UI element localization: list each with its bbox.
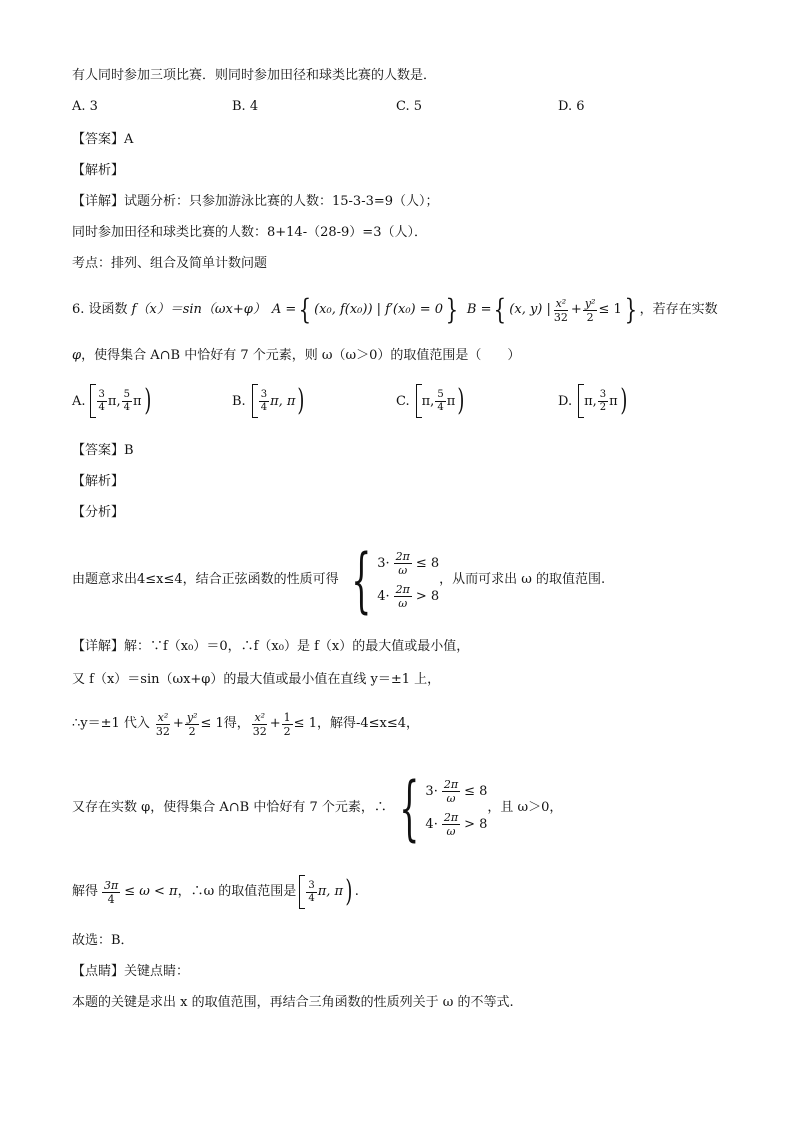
system-brace-icon: { <box>399 767 420 849</box>
q6-option-b: B. $\frac{3}{4}$ π, π ) <box>232 383 305 418</box>
inequality-system: { 3· $\frac{2\pi}{\omega}$ ≤ 8 4· $\frac{2\pi}{\omega}$ > 8 <box>350 539 440 621</box>
fraction-y2-2: $\frac{\text{y²}}{2}$ <box>584 296 596 324</box>
inequality-system-2: { 3· $\frac{2\pi}{\omega}$ ≤ 8 4· $\frac{2\pi}{\omega}$ > 8 <box>399 767 488 849</box>
detail-line-5: 解得 $\frac{3\pi}{4}$ ≤ ω < π ，∴ω 的取值范围是 $\frac{3}{4}$ π, π ) . <box>72 874 359 909</box>
left-brace-icon: { <box>494 293 507 326</box>
set-b-prefix: (x, y) | <box>509 302 551 317</box>
q5-option-a: A. 3 <box>72 99 98 114</box>
detail-line-1: 【详解】解：∵f（x₀）＝0，∴f（x₀）是 f（x）的最大值或最小值， <box>72 639 470 654</box>
q5-topic: 考点：排列、组合及简单计数问题 <box>72 256 268 271</box>
right-paren-icon: ) <box>345 874 353 909</box>
q6-option-a: A. $\frac{3}{4}$ π, $\frac{5}{4}$ π ) <box>72 383 151 418</box>
set-a-name: A = <box>271 302 297 317</box>
right-brace-icon: } <box>445 293 459 326</box>
detail-line-2: 又 f（x）＝sin（ωx+φ）的最大值或最小值在直线 y＝±1 上， <box>72 672 441 687</box>
q5-option-d: D. 6 <box>558 99 585 114</box>
left-bracket-icon <box>90 384 96 418</box>
q6-prefix: 6. 设函数 <box>72 302 128 317</box>
question-6-stem: 6. 设函数 f（x）＝sin（ωx+φ） A = { (x₀, f(x₀)) | f′(x₀) = 0 } B = { (x, y) | $\frac{\text{x²}}{32}$ + $\frac{\text{y²}}{2}$ ≤ 1 } ，若存在实数 <box>72 293 718 326</box>
set-b-name: B = <box>466 302 492 317</box>
q6-analysis-heading: 【解析】 <box>72 474 125 489</box>
q6-function-def: f（x）＝sin（ωx+φ） <box>131 302 266 317</box>
q6-option-c: C. π, $\frac{5}{4}$ π ) <box>396 383 465 418</box>
fenxi-line: 由题意求出4≤x≤4，结合正弦函数的性质可得 { 3· $\frac{2\pi}{\omega}$ ≤ 8 4· $\frac{2\pi}{\omega}$ > 8 ，从而可求出 ω 的取值范围. <box>72 539 606 621</box>
q6-after: ，若存在实数 <box>639 302 718 317</box>
question-5-tail: 有人同时参加三项比赛．则同时参加田径和球类比赛的人数是． <box>72 68 437 83</box>
q6-fenxi-heading: 【分析】 <box>72 505 125 520</box>
dianjing-heading: 【点睛】关键点睛： <box>72 964 190 979</box>
dianjing-text: 本题的关键是求出 x 的取值范围，再结合三角函数的性质列关于 ω 的不等式. <box>72 995 514 1010</box>
q5-detail-line-2: 同时参加田径和球类比赛的人数：8+14-（28-9）=3（人）． <box>72 225 427 240</box>
detail-line-4: 又存在实数 φ，使得集合 A∩B 中恰好有 7 个元素，∴ { 3· $\frac{2\pi}{\omega}$ ≤ 8 4· $\frac{2\pi}{\omega}$ > 8 ，且 ω＞0， <box>72 767 563 849</box>
right-brace-icon: } <box>624 293 637 326</box>
right-paren-icon: ) <box>143 383 151 418</box>
right-paren-icon: ) <box>620 383 628 418</box>
system-brace-icon: { <box>350 539 371 621</box>
question-6-stem-line-2: φ，使得集合 A∩B 中恰好有 7 个元素，则 ω（ω＞0）的取值范围是（ ） <box>72 348 521 363</box>
right-paren-icon: ) <box>457 383 465 418</box>
right-paren-icon: ) <box>297 383 305 418</box>
detail-line-3: ∴y＝±1 代入 $\frac{\text{x²}}{32}$ + $\frac{\text{y²}}{2}$ ≤ 1 得， $\frac{\text{x²}}{32}$ + $\frac{1}{2}$ ≤ 1 ，解得-4≤x≤4， <box>72 710 420 738</box>
q5-answer: 【答案】A <box>72 132 134 147</box>
q5-analysis-heading: 【解析】 <box>72 163 125 178</box>
left-brace-icon: { <box>298 293 312 326</box>
q5-detail-line-1: 【详解】试题分析：只参加游泳比赛的人数：15-3-3=9（人）； <box>72 194 439 209</box>
q5-option-c: C. 5 <box>396 99 423 114</box>
q5-option-b: B. 4 <box>232 99 259 114</box>
conclusion: 故选：B． <box>72 933 134 948</box>
q6-option-d: D. π, $\frac{3}{2}$ π ) <box>558 383 628 418</box>
fraction-x2-32: $\frac{\text{x²}}{32}$ <box>553 296 568 324</box>
left-bracket-icon <box>299 875 305 909</box>
q6-answer: 【答案】B <box>72 443 134 458</box>
left-bracket-icon <box>252 384 258 418</box>
set-a-body: (x₀, f(x₀)) | f′(x₀) = 0 <box>314 302 444 317</box>
le-one: ≤ 1 <box>598 302 622 317</box>
